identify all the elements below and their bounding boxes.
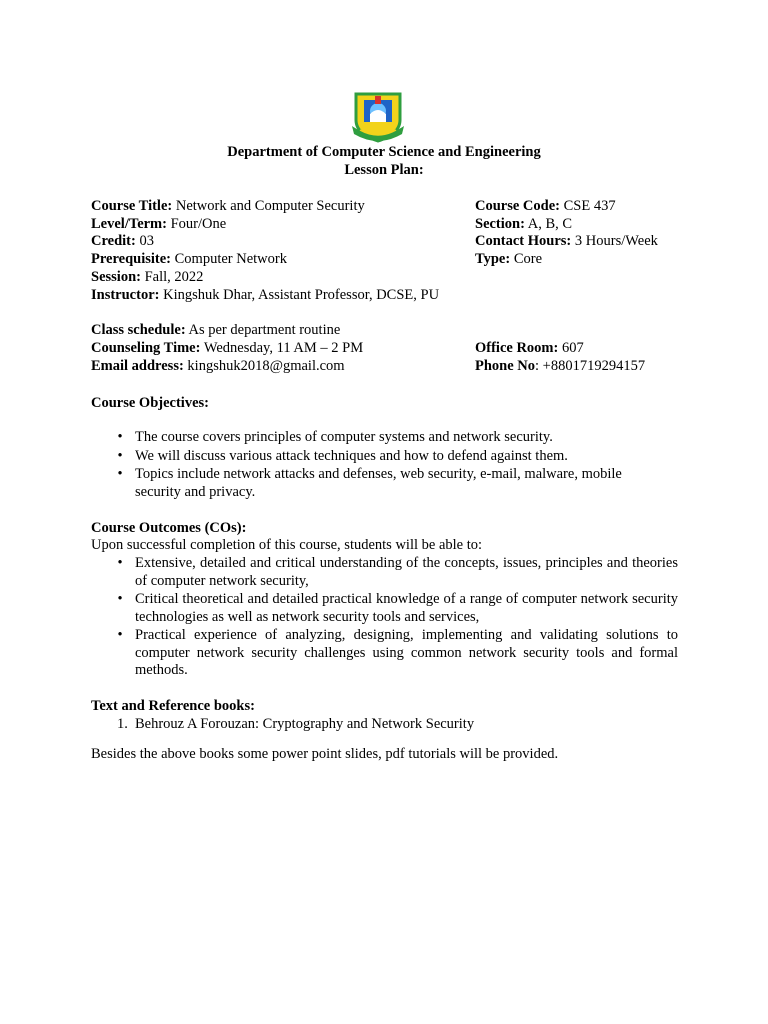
outcome-item: Critical theoretical and detailed practical knowledge of a range of computer network security technologies as well as network security tools and services,	[135, 591, 678, 625]
contact-hours-line	[475, 233, 658, 251]
objective-bullet: •	[117, 466, 123, 482]
objective-item: The course covers principles of computer systems and network security.	[135, 429, 553, 445]
session-label: Session:	[91, 269, 141, 285]
session-line	[91, 269, 203, 287]
class-schedule-line	[91, 322, 340, 340]
session-value: Fall, 2022	[144, 269, 204, 285]
level-term-label: Level/Term:	[91, 216, 167, 232]
outcomes-intro: Upon successful completion of this course, students will be able to:	[91, 537, 483, 553]
outcome-bullet: •	[117, 627, 123, 643]
course-code-label: Course Code:	[475, 198, 560, 214]
prerequisite-line	[91, 251, 287, 269]
book-number: 1.	[117, 716, 128, 732]
credit-line	[91, 233, 154, 251]
type-label: Type:	[475, 251, 511, 267]
class-schedule-value: As per department routine	[188, 322, 341, 338]
course-title-line	[91, 198, 365, 216]
class-schedule-label: Class schedule:	[91, 322, 186, 338]
section-line	[475, 216, 572, 234]
department-name: Department of Computer Science and Engineering	[227, 144, 541, 160]
office-room-value: 607	[561, 340, 584, 356]
level-term-line	[91, 216, 226, 234]
course-title-value: Network and Computer Security	[175, 198, 365, 214]
instructor-line	[91, 287, 439, 305]
outcomes-heading: Course Outcomes (COs):	[91, 520, 247, 536]
email-value: kingshuk2018@gmail.com	[187, 358, 345, 374]
books-heading: Text and Reference books:	[91, 698, 255, 714]
objective-bullet: •	[117, 448, 123, 464]
course-code-line	[475, 198, 616, 216]
document-title: Lesson Plan:	[344, 162, 424, 178]
contact-hours-label: Contact Hours:	[475, 233, 572, 249]
counseling-time-line	[91, 340, 363, 358]
outcome-bullet: •	[117, 591, 123, 607]
outcome-item: Extensive, detailed and critical understanding of the concepts, issues, principles and theories of computer network security,	[135, 555, 678, 589]
office-room-line	[475, 340, 584, 358]
books-note: Besides the above books some power point slides, pdf tutorials will be provided.	[91, 746, 559, 762]
instructor-label: Instructor:	[91, 287, 160, 303]
objective-bullet: •	[117, 429, 123, 445]
level-term-value: Four/One	[170, 216, 227, 232]
contact-hours-value: 3 Hours/Week	[574, 233, 658, 249]
instructor-value: Kingshuk Dhar, Assistant Professor, DCSE, PU	[163, 287, 440, 303]
prerequisite-value: Computer Network	[174, 251, 287, 267]
credit-label: Credit:	[91, 233, 136, 249]
phone-value: : +8801719294157	[535, 358, 646, 374]
outcome-item: Practical experience of analyzing, designing, implementing and validating solutions to computer network security challenges using common network security tools and formal methods.	[135, 627, 678, 678]
type-line	[475, 251, 542, 269]
course-title-label: Course Title:	[91, 198, 173, 214]
office-room-label: Office Room:	[475, 340, 559, 356]
outcome-bullet: •	[117, 555, 123, 571]
objective-item: We will discuss various attack techniques and how to defend against them.	[135, 448, 568, 464]
phone-line	[475, 358, 645, 376]
book-item: Behrouz A Forouzan: Cryptography and Network Security	[135, 716, 475, 732]
section-value: A, B, C	[527, 216, 573, 232]
counseling-time-label: Counseling Time:	[91, 340, 201, 356]
email-line	[91, 358, 345, 376]
credit-value: 03	[139, 233, 154, 249]
objectives-heading: Course Objectives:	[91, 395, 209, 411]
prerequisite-label: Prerequisite:	[91, 251, 171, 267]
course-code-value: CSE 437	[563, 198, 616, 214]
type-value: Core	[513, 251, 542, 267]
phone-label: Phone No	[475, 358, 536, 374]
objective-item: Topics include network attacks and defenses, web security, e-mail, malware, mobile security and privacy.	[135, 466, 622, 500]
counseling-time-value: Wednesday, 11 AM – 2 PM	[203, 340, 364, 356]
section-label: Section:	[475, 216, 525, 232]
university-logo	[350, 86, 406, 144]
email-label: Email address:	[91, 358, 184, 374]
